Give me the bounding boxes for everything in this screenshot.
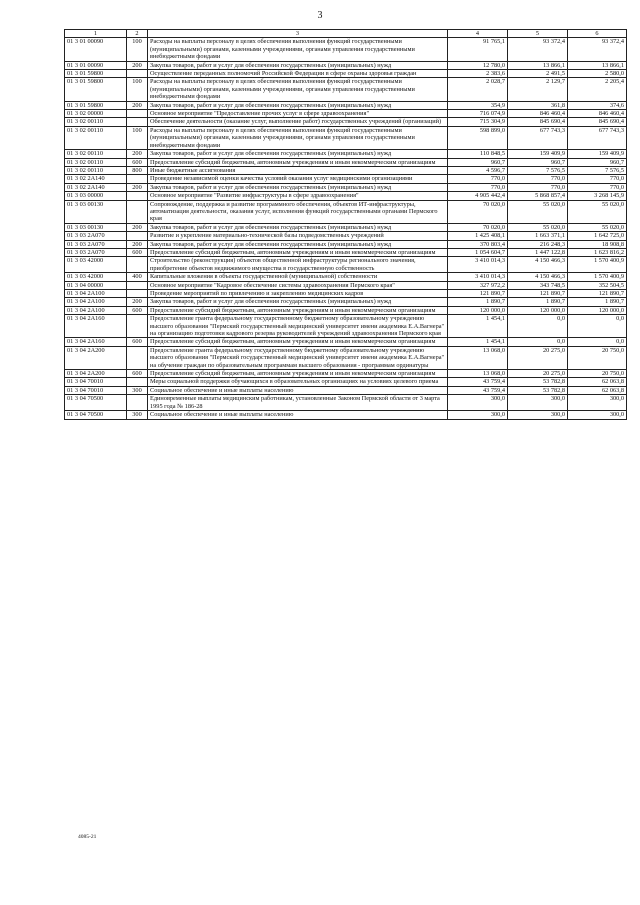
expense-type-code [127,175,148,183]
amount-year-2: 361,8 [508,101,568,109]
amount-year-2: 677 743,3 [508,126,568,149]
amount-year-1: 1 425 408,1 [448,232,508,240]
amount-year-3: 55 020,0 [568,200,627,223]
target-article-code: 01 3 02 00110 [65,126,127,149]
expense-type-code [127,257,148,273]
amount-year-3: 845 690,4 [568,118,627,126]
item-name: Закупка товаров, работ и услуг для обеспечения государственных (муниципальных) нужд [148,61,448,69]
amount-year-1: 1 890,7 [448,298,508,306]
amount-year-2: 1 447 122,8 [508,248,568,256]
target-article-code: 01 3 04 2А200 [65,346,127,369]
item-name: Предоставление гранта федеральному государственному бюджетному образовательному учреждению высшего образования "Пермский государственный медицинский университет имени академика Е.А.Вагнера" на обучение граждан по образовательным программам высшего образования - программам ординатуры [148,346,448,369]
target-article-code: 01 3 02 00110 [65,158,127,166]
amount-year-3: 7 576,5 [568,166,627,174]
item-name: Проведение независимой оценки качества условий оказания услуг медицинскими организациями [148,175,448,183]
amount-year-1: 715 304,9 [448,118,508,126]
expense-type-code: 100 [127,38,148,61]
target-article-code: 01 3 04 2А160 [65,338,127,346]
item-name: Закупка товаров, работ и услуг для обеспечения государственных (муниципальных) нужд [148,298,448,306]
item-name: Предоставление субсидий бюджетным, автономным учреждениям и иным некоммерческим организациям [148,370,448,378]
column-number: 4 [448,30,508,38]
column-number: 6 [568,30,627,38]
amount-year-1: 121 890,7 [448,290,508,298]
table-row [65,192,627,200]
amount-year-2: 53 782,8 [508,378,568,386]
target-article-code: 01 3 03 2А070 [65,232,127,240]
table-row [65,370,627,378]
amount-year-2: 846 460,4 [508,110,568,118]
amount-year-1: 13 068,0 [448,370,508,378]
amount-year-1: 1 454,1 [448,338,508,346]
item-name: Расходы на выплаты персоналу в целях обеспечения выполнения функций государственными (муниципальными) органами, казенными учреждениями, органами управления государственными внебюджетными фондами [148,78,448,101]
amount-year-3: 120 000,0 [568,306,627,314]
amount-year-1: 300,0 [448,411,508,419]
amount-year-3: 1 570 400,9 [568,273,627,281]
table-row [65,346,627,369]
amount-year-2: 20 275,0 [508,346,568,369]
expense-type-code: 800 [127,166,148,174]
amount-year-3: 300,0 [568,395,627,411]
table-row [65,175,627,183]
table-row [65,158,627,166]
table-row [65,61,627,69]
column-number-row [65,30,627,38]
amount-year-1: 960,7 [448,158,508,166]
amount-year-1: 716 074,9 [448,110,508,118]
table-row [65,395,627,411]
expense-type-code [127,118,148,126]
amount-year-3: 13 866,1 [568,61,627,69]
expense-type-code [127,70,148,78]
target-article-code: 01 3 04 2А100 [65,290,127,298]
amount-year-2: 770,0 [508,183,568,191]
target-article-code: 01 3 01 00090 [65,38,127,61]
amount-year-2: 300,0 [508,411,568,419]
amount-year-2: 55 020,0 [508,223,568,231]
amount-year-3: 20 750,0 [568,370,627,378]
table-row [65,240,627,248]
amount-year-3: 55 020,0 [568,223,627,231]
item-name: Предоставление субсидий бюджетным, автономным учреждениям и иным некоммерческим организациям [148,306,448,314]
amount-year-2: 159 409,9 [508,150,568,158]
amount-year-3: 960,7 [568,158,627,166]
target-article-code: 01 3 03 42000 [65,273,127,281]
amount-year-2: 1 663 371,1 [508,232,568,240]
column-number: 1 [65,30,127,38]
amount-year-2: 4 150 466,3 [508,273,568,281]
item-name: Проведение мероприятий по привлечению и закреплению медицинских кадров [148,290,448,298]
amount-year-2: 20 275,0 [508,370,568,378]
expense-type-code [127,192,148,200]
amount-year-2: 120 000,0 [508,306,568,314]
expense-type-code [127,395,148,411]
target-article-code: 01 3 03 2А070 [65,240,127,248]
amount-year-2: 2 129,7 [508,78,568,101]
expense-type-code: 200 [127,183,148,191]
target-article-code: 01 3 04 2А100 [65,298,127,306]
amount-year-1: 1 454,1 [448,315,508,338]
expense-type-code [127,346,148,369]
amount-year-1: 91 765,1 [448,38,508,61]
target-article-code: 01 3 01 59800 [65,78,127,101]
amount-year-3: 1 570 400,9 [568,257,627,273]
amount-year-1: 2 383,6 [448,70,508,78]
amount-year-3: 2 205,4 [568,78,627,101]
amount-year-3: 0,0 [568,338,627,346]
expense-type-code: 200 [127,101,148,109]
expense-type-code [127,110,148,118]
amount-year-2: 55 020,0 [508,200,568,223]
item-name: Расходы на выплаты персоналу в целях обеспечения выполнения функций государственными (муниципальными) органами, казенными учреждениями, органами управления государственными внебюджетными фондами [148,38,448,61]
target-article-code: 01 3 02 00110 [65,166,127,174]
target-article-code: 01 3 04 2А160 [65,315,127,338]
expense-type-code: 600 [127,306,148,314]
item-name: Предоставление субсидий бюджетным, автономным учреждениям и иным некоммерческим организациям [148,338,448,346]
target-article-code: 01 3 02 2А140 [65,183,127,191]
amount-year-1: 13 068,0 [448,346,508,369]
table-row [65,411,627,419]
table-row [65,223,627,231]
amount-year-2: 300,0 [508,395,568,411]
expense-type-code [127,290,148,298]
table-row [65,273,627,281]
table-row [65,150,627,158]
amount-year-1: 327 972,2 [448,281,508,289]
target-article-code: 01 3 04 70010 [65,386,127,394]
table-row [65,306,627,314]
table-row [65,338,627,346]
item-name: Основное мероприятие "Развитие инфраструктуры в сфере здравоохранения" [148,192,448,200]
table-row [65,315,627,338]
amount-year-1: 1 054 604,7 [448,248,508,256]
amount-year-1: 370 803,4 [448,240,508,248]
expense-type-code: 600 [127,370,148,378]
amount-year-3: 374,6 [568,101,627,109]
item-name: Осуществление переданных полномочий Российской Федерации в сфере охраны здоровья граждан [148,70,448,78]
expense-type-code [127,200,148,223]
amount-year-3: 770,0 [568,183,627,191]
amount-year-1: 70 020,0 [448,223,508,231]
amount-year-3: 20 750,0 [568,346,627,369]
target-article-code: 01 3 04 2А200 [65,370,127,378]
table-row [65,70,627,78]
item-name: Закупка товаров, работ и услуг для обеспечения государственных (муниципальных) нужд [148,240,448,248]
amount-year-2: 2 491,5 [508,70,568,78]
amount-year-2: 845 690,4 [508,118,568,126]
item-name: Закупка товаров, работ и услуг для обеспечения государственных (муниципальных) нужд [148,223,448,231]
target-article-code: 01 3 02 2А140 [65,175,127,183]
amount-year-3: 62 063,8 [568,378,627,386]
target-article-code: 01 3 04 2А100 [65,306,127,314]
amount-year-2: 343 748,5 [508,281,568,289]
item-name: Развитие и укрепление материально-технической базы подведомственных учреждений [148,232,448,240]
table-row [65,126,627,149]
amount-year-3: 159 409,9 [568,150,627,158]
amount-year-3: 93 372,4 [568,38,627,61]
document-code: 4085-21 [78,834,97,840]
target-article-code: 01 3 04 00000 [65,281,127,289]
amount-year-1: 43 759,4 [448,386,508,394]
amount-year-1: 770,0 [448,175,508,183]
item-name: Закупка товаров, работ и услуг для обеспечения государственных (муниципальных) нужд [148,101,448,109]
table-row [65,386,627,394]
item-name: Социальное обеспечение и иные выплаты населению [148,411,448,419]
column-number: 2 [127,30,148,38]
amount-year-3: 62 063,8 [568,386,627,394]
table-row [65,200,627,223]
target-article-code: 01 3 01 00090 [65,61,127,69]
expense-type-code: 200 [127,223,148,231]
table-row [65,118,627,126]
table-row [65,78,627,101]
page-number: 3 [317,10,323,21]
expense-type-code: 600 [127,338,148,346]
amount-year-1: 120 000,0 [448,306,508,314]
expense-type-code: 200 [127,298,148,306]
amount-year-2: 0,0 [508,338,568,346]
table-row [65,378,627,386]
amount-year-3: 18 908,8 [568,240,627,248]
amount-year-3: 677 743,3 [568,126,627,149]
item-name: Иные бюджетные ассигнования [148,166,448,174]
amount-year-1: 3 410 014,3 [448,257,508,273]
target-article-code: 01 3 02 00110 [65,150,127,158]
item-name: Капитальные вложения в объекты государственной (муниципальной) собственности [148,273,448,281]
amount-year-3: 300,0 [568,411,627,419]
amount-year-3: 1 890,7 [568,298,627,306]
amount-year-1: 3 410 014,3 [448,273,508,281]
table-row [65,110,627,118]
target-article-code: 01 3 03 00130 [65,223,127,231]
target-article-code: 01 3 04 70010 [65,378,127,386]
amount-year-2: 53 782,8 [508,386,568,394]
amount-year-1: 43 759,4 [448,378,508,386]
expense-type-code: 200 [127,150,148,158]
item-name: Предоставление субсидий бюджетным, автономным учреждениям и иным некоммерческим организациям [148,248,448,256]
target-article-code: 01 3 01 59800 [65,70,127,78]
target-article-code: 01 3 03 00130 [65,200,127,223]
target-article-code: 01 3 04 70500 [65,395,127,411]
amount-year-2: 13 866,1 [508,61,568,69]
table-row [65,298,627,306]
item-name: Предоставление гранта федеральному государственному бюджетному образовательному учреждению высшего образования "Пермский государственный медицинский университет имени академика Е.А.Вагнера" на организацию подготовки кадрового резерва руководителей учреждений здравоохранения Пермского края [148,315,448,338]
column-number: 5 [508,30,568,38]
expense-type-code: 100 [127,78,148,101]
item-name: Единовременные выплаты медицинским работникам, установленные Законом Пермской области от 3 марта 1995 года № 186-28 [148,395,448,411]
target-article-code: 01 3 02 00110 [65,118,127,126]
expense-type-code: 300 [127,386,148,394]
amount-year-2: 770,0 [508,175,568,183]
amount-year-2: 4 150 466,3 [508,257,568,273]
amount-year-3: 0,0 [568,315,627,338]
table-row [65,232,627,240]
item-name: Закупка товаров, работ и услуг для обеспечения государственных (муниципальных) нужд [148,150,448,158]
amount-year-1: 2 028,7 [448,78,508,101]
item-name: Социальное обеспечение и иные выплаты населению [148,386,448,394]
item-name: Предоставление субсидий бюджетным, автономным учреждениям и иным некоммерческим организациям [148,158,448,166]
expense-type-code: 200 [127,240,148,248]
target-article-code: 01 3 04 70500 [65,411,127,419]
item-name: Расходы на выплаты персоналу в целях обеспечения выполнения функций государственными (муниципальными) органами, казенными учреждениями, органами управления государственными внебюджетными фондами [148,126,448,149]
table-row [65,38,627,61]
expense-type-code [127,315,148,338]
amount-year-3: 770,0 [568,175,627,183]
amount-year-1: 300,0 [448,395,508,411]
amount-year-2: 93 372,4 [508,38,568,61]
amount-year-1: 4 905 442,4 [448,192,508,200]
expense-type-code: 300 [127,411,148,419]
amount-year-2: 5 868 857,4 [508,192,568,200]
expense-type-code [127,232,148,240]
amount-year-1: 12 780,0 [448,61,508,69]
amount-year-1: 110 848,5 [448,150,508,158]
amount-year-2: 121 890,7 [508,290,568,298]
amount-year-1: 354,9 [448,101,508,109]
amount-year-3: 3 268 145,9 [568,192,627,200]
table-row [65,183,627,191]
table-row [65,248,627,256]
target-article-code: 01 3 03 2А070 [65,248,127,256]
item-name: Строительство (реконструкция) объектов общественной инфраструктуры регионального значения, приобретение объектов недвижимого имущества в государственную собственность [148,257,448,273]
item-name: Основное мероприятие "Кадровое обеспечение системы здравоохранения Пермского края" [148,281,448,289]
amount-year-2: 960,7 [508,158,568,166]
budget-table [64,29,627,420]
amount-year-2: 1 890,7 [508,298,568,306]
target-article-code: 01 3 01 59800 [65,101,127,109]
amount-year-2: 0,0 [508,315,568,338]
amount-year-1: 70 020,0 [448,200,508,223]
expense-type-code: 100 [127,126,148,149]
amount-year-3: 2 580,0 [568,70,627,78]
amount-year-3: 1 642 725,0 [568,232,627,240]
amount-year-3: 352 504,5 [568,281,627,289]
amount-year-1: 770,0 [448,183,508,191]
table-row [65,257,627,273]
item-name: Основное мероприятие "Предоставление прочих услуг в сфере здравоохранения" [148,110,448,118]
item-name: Закупка товаров, работ и услуг для обеспечения государственных (муниципальных) нужд [148,183,448,191]
amount-year-2: 216 248,3 [508,240,568,248]
amount-year-3: 121 890,7 [568,290,627,298]
expense-type-code: 600 [127,158,148,166]
table-row [65,101,627,109]
column-number: 3 [148,30,448,38]
item-name: Меры социальной поддержки обучающихся в образовательных организациях на условиях целевого приема [148,378,448,386]
target-article-code: 01 3 03 42000 [65,257,127,273]
expense-type-code: 200 [127,61,148,69]
amount-year-1: 598 899,0 [448,126,508,149]
expense-type-code: 400 [127,273,148,281]
amount-year-3: 1 623 816,2 [568,248,627,256]
table-row [65,281,627,289]
item-name: Сопровождение, поддержка и развитие программного обеспечения, объектов ИТ-инфраструктуры, автоматизация деятельности, оказания услуг, исполнения функций государственными органами Пермского края [148,200,448,223]
expense-type-code: 600 [127,248,148,256]
table-row [65,290,627,298]
expense-type-code [127,378,148,386]
target-article-code: 01 3 02 00000 [65,110,127,118]
item-name: Обеспечение деятельности (оказание услуг, выполнение работ) государственных учреждений (организаций) [148,118,448,126]
amount-year-1: 4 596,7 [448,166,508,174]
table-row [65,166,627,174]
expense-type-code [127,281,148,289]
amount-year-2: 7 576,5 [508,166,568,174]
amount-year-3: 846 460,4 [568,110,627,118]
target-article-code: 01 3 03 00000 [65,192,127,200]
